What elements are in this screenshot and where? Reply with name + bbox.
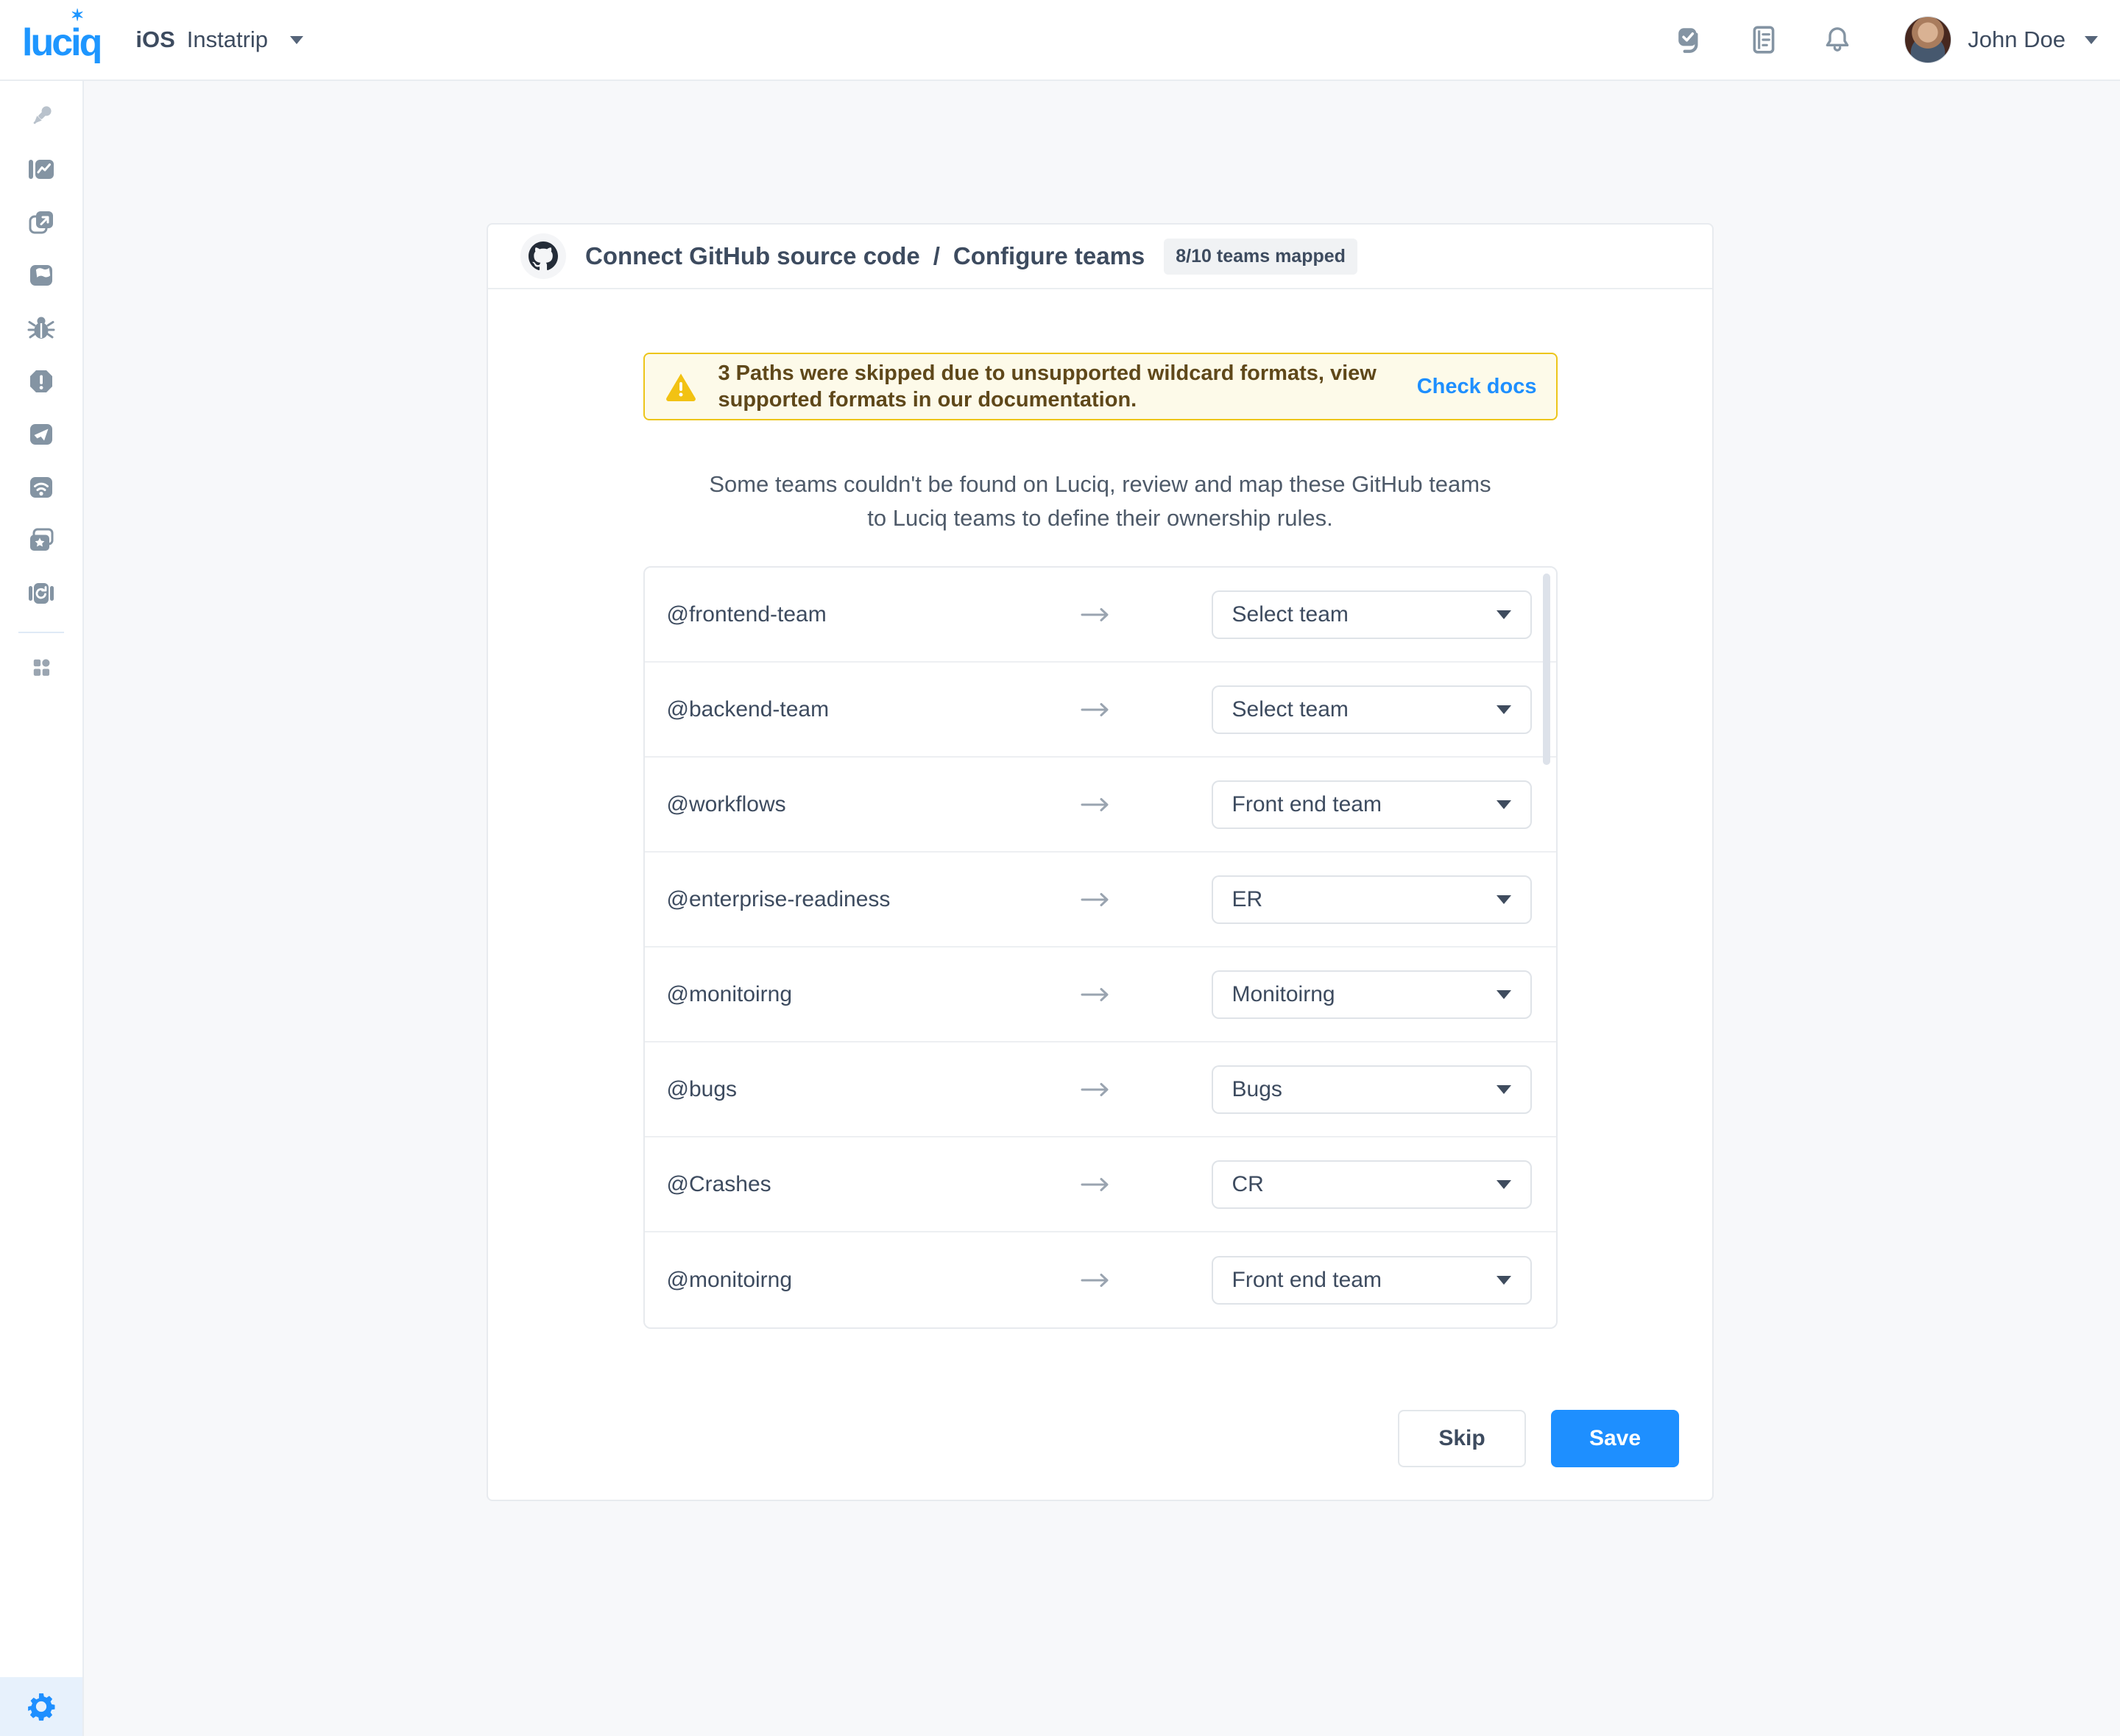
github-team-name: @monitoirng (666, 981, 793, 1006)
sidebar-item-alerts[interactable] (0, 355, 82, 408)
sidebar-item-pin[interactable] (0, 90, 82, 143)
arrow-right-icon (1079, 605, 1113, 624)
luciq-team-select[interactable] (1212, 970, 1532, 1019)
wizard-title (585, 242, 1145, 270)
flag-icon (26, 261, 56, 290)
luciq-team-selected-value: Monitoirng (1232, 981, 1335, 1006)
luciq-team-select[interactable] (1212, 780, 1532, 829)
warning-triangle-icon (664, 370, 698, 403)
luciq-logo[interactable] (22, 6, 101, 64)
arrow-right-icon (1079, 1080, 1113, 1099)
sidebar-item-surveys[interactable] (0, 514, 82, 567)
luciq-team-selected-value: Select team (1232, 601, 1349, 627)
card-content (643, 353, 1558, 1329)
luciq-team-select[interactable] (1212, 685, 1532, 734)
luciq-team-select[interactable] (1212, 1256, 1532, 1305)
settings-gear-icon (26, 1691, 57, 1722)
arrow-right-icon (1079, 890, 1113, 909)
team-mapping-rows (645, 568, 1556, 1327)
user-menu-chevron-down-icon[interactable] (2085, 36, 2098, 44)
luciq-team-select[interactable] (1212, 875, 1532, 924)
bug-icon (26, 314, 56, 343)
warning-message: 3 Paths were skipped due to unsupported wildcard formats, view supported formats in our documentation. (718, 361, 1377, 412)
sidebar-item-flag[interactable] (0, 249, 82, 302)
survey-cards-icon (26, 526, 56, 555)
apps-grid-icon (29, 654, 54, 680)
user-avatar[interactable] (1904, 16, 1951, 63)
warning-banner (643, 353, 1558, 420)
user-name-label[interactable]: John Doe (1968, 27, 2066, 52)
team-mapping-row (645, 568, 1556, 663)
arrow-right-icon (1079, 1175, 1113, 1194)
app-switcher-chevron-down-icon[interactable] (290, 36, 303, 44)
chevron-down-icon (1497, 1276, 1511, 1285)
sidebar-item-push[interactable] (0, 408, 82, 461)
skip-button[interactable]: Skip (1398, 1410, 1526, 1467)
tasks-check-icon[interactable] (1675, 24, 1706, 55)
github-icon (529, 241, 558, 271)
github-logo-circle (520, 233, 566, 279)
sidebar-item-network[interactable] (0, 461, 82, 514)
github-team-name: @enterprise-readiness (666, 886, 891, 911)
luciq-team-selected-value: Front end team (1232, 791, 1382, 816)
card-footer (1398, 1410, 1679, 1467)
logo-text: luciq (22, 21, 101, 64)
sidebar-item-apps[interactable] (0, 641, 82, 694)
chevron-down-icon (1497, 705, 1511, 714)
team-mapping-row (645, 948, 1556, 1042)
configure-teams-card (487, 223, 1714, 1501)
luciq-team-select[interactable] (1212, 590, 1532, 639)
wizard-step-secondary: Configure teams (953, 242, 1145, 269)
arrow-right-icon (1079, 700, 1113, 719)
sidebar-item-settings[interactable] (0, 1677, 82, 1736)
arrow-right-icon (1079, 795, 1113, 814)
sidebar-item-performance[interactable] (0, 143, 82, 196)
logo-star-icon: ✶ (70, 6, 85, 24)
team-mapping-row (645, 663, 1556, 758)
network-wifi-icon (26, 473, 56, 502)
github-team-name: @backend-team (666, 696, 830, 721)
luciq-team-selected-value: ER (1232, 886, 1263, 911)
github-team-name: @monitoirng (666, 1267, 793, 1292)
performance-chart-icon (26, 155, 56, 184)
sidebar-nav (0, 81, 84, 1736)
top-bar-right (1632, 16, 2098, 63)
check-docs-link[interactable]: Check docs (1416, 374, 1537, 398)
chevron-down-icon (1497, 990, 1511, 999)
share-export-icon (26, 208, 56, 237)
github-team-name: @frontend-team (666, 601, 827, 627)
save-button[interactable]: Save (1551, 1410, 1679, 1467)
app-name-label[interactable]: Instatrip (186, 27, 269, 52)
luciq-team-select[interactable] (1212, 1065, 1532, 1114)
arrow-right-icon (1079, 985, 1113, 1004)
chevron-down-icon (1497, 800, 1511, 809)
luciq-team-select[interactable] (1212, 1160, 1532, 1209)
send-plane-icon (26, 420, 56, 449)
luciq-team-selected-value: Select team (1232, 696, 1349, 721)
team-mapping-row (645, 853, 1556, 948)
top-bar (0, 0, 2120, 81)
description-line-1: Some teams couldn't be found on Luciq, review and map these GitHub teams (709, 471, 1491, 497)
team-mapping-row (645, 758, 1556, 853)
team-mapping-row (645, 1137, 1556, 1232)
chevron-down-icon (1497, 1085, 1511, 1094)
sidebar-item-share[interactable] (0, 196, 82, 249)
sidebar-item-replay[interactable] (0, 567, 82, 620)
notifications-bell-icon[interactable] (1822, 24, 1853, 55)
card-header (488, 225, 1712, 289)
wizard-title-separator: / (933, 242, 940, 269)
wizard-step-primary: Connect GitHub source code (585, 242, 920, 269)
team-mapping-row (645, 1042, 1556, 1137)
chevron-down-icon (1497, 895, 1511, 904)
luciq-team-selected-value: CR (1232, 1171, 1264, 1196)
alert-octagon-icon (26, 367, 56, 396)
github-team-name: @bugs (666, 1076, 738, 1101)
github-team-name: @workflows (666, 791, 786, 816)
list-scrollbar-thumb[interactable] (1543, 574, 1550, 765)
arrow-right-icon (1079, 1271, 1113, 1290)
sidebar-item-bugs[interactable] (0, 302, 82, 355)
description-line-2: to Luciq teams to define their ownership rules. (867, 505, 1333, 531)
chevron-down-icon (1497, 610, 1511, 619)
pin-icon (26, 102, 56, 131)
sidebar-divider (18, 632, 64, 633)
platform-label: iOS (135, 27, 175, 52)
team-mapping-row (645, 1232, 1556, 1327)
github-team-name: @Crashes (666, 1171, 771, 1196)
teams-mapped-badge: 8/10 teams mapped (1164, 239, 1357, 275)
luciq-team-selected-value: Bugs (1232, 1076, 1282, 1101)
team-mapping-list (643, 566, 1558, 1329)
mapping-description (643, 467, 1558, 535)
chevron-down-icon (1497, 1180, 1511, 1189)
session-replay-icon (26, 579, 56, 608)
luciq-team-selected-value: Front end team (1232, 1267, 1382, 1292)
notes-document-icon[interactable] (1748, 24, 1779, 55)
